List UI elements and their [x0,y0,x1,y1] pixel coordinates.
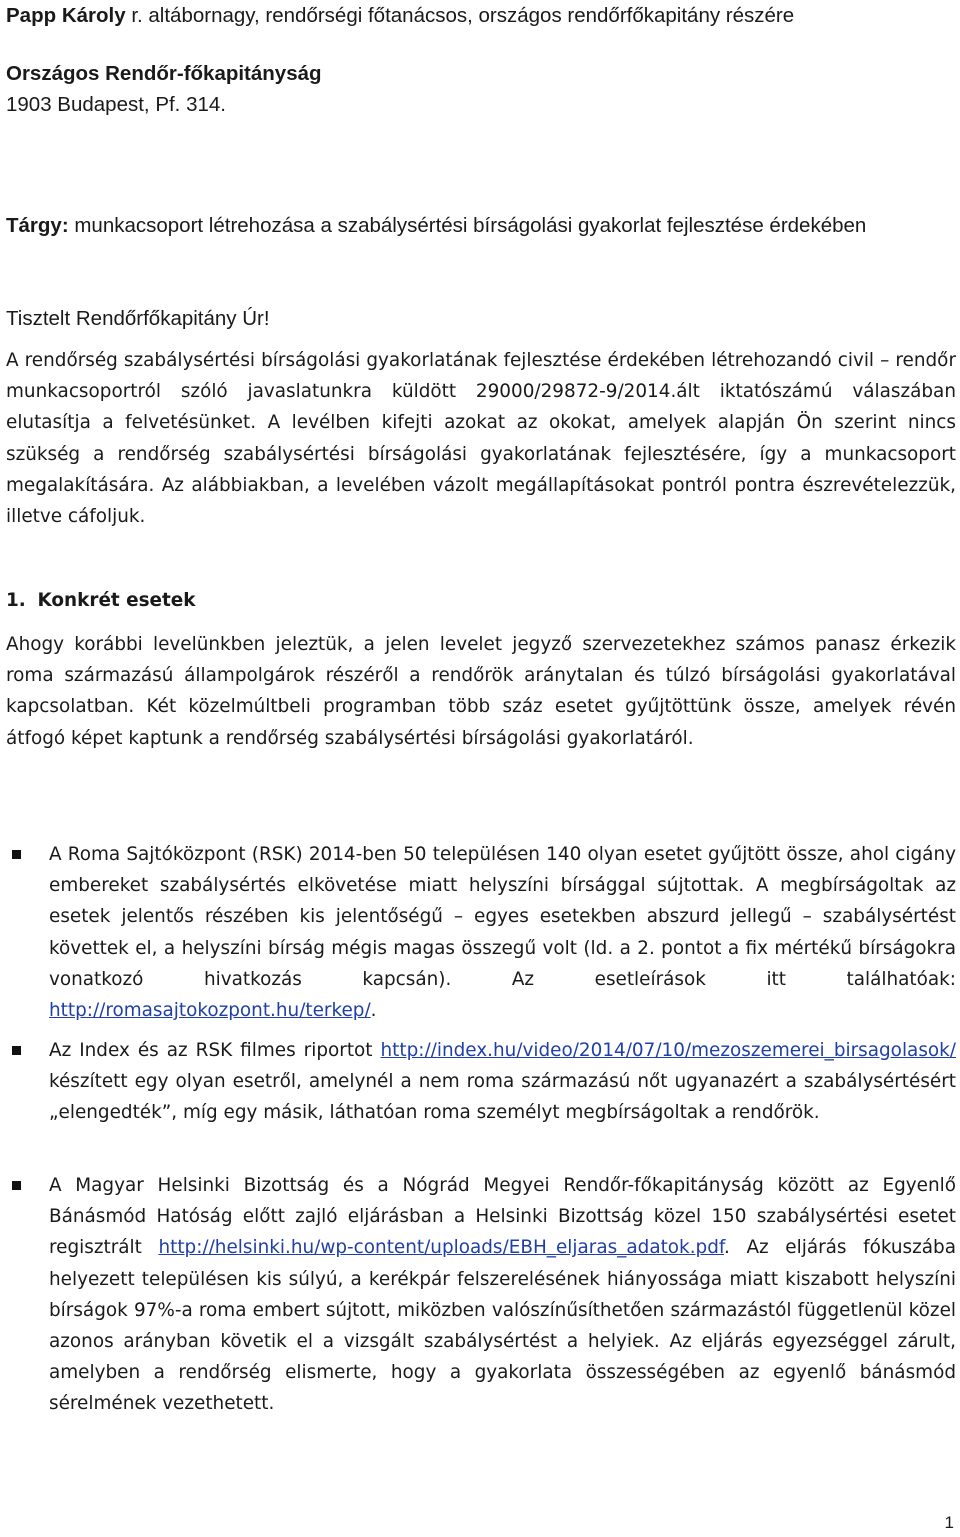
addressee-address: 1903 Budapest, Pf. 314. [6,93,226,116]
helsinki-pdf-link[interactable]: http://helsinki.hu/wp-content/uploads/EBH_eljaras_adatok.pdf [158,1237,725,1259]
addressee-line [6,0,956,31]
page-number: 1 [944,1513,954,1532]
index-video-link[interactable]: http://index.hu/video/2014/07/10/mezoszemerei_birsagolasok/ [380,1040,956,1061]
bullet-square-icon [12,1046,21,1055]
list-item-text: A Roma Sajtóközpont (RSK) 2014-ben 50 településen 140 olyan esetet gyűjtött össze, ahol cigány embereket szabálysértés elkövetése miatt helyszíni bírsággal sújtottak. A megbírságoltak az esetek jelentős részében kis jelentőségű – egyes esetekben abszurd jellegű – szabálysértést követtek el, a helyszíni bírság mégis magas összegű volt (ld. a 2. pontot a fix mértékű bírságokra vonatkozó hivatkozás kapcsán). Az esetleírások itt találhatóak: http://romasajtokozpont.hu/terkep/. [49,844,956,1022]
list-item-text: A Magyar Helsinki Bizottság és a Nógrád Megyei Rendőr-főkapitányság között az Egyenlő Bánásmód Hatóság előtt zajló eljárásban a Helsinki Bizottság közel 150 szabálysértési esetet regisztrált http://helsinki.hu/wp-content/uploads/EBH_eljaras_adatok.pdf. Az eljárás fókuszába helyezett településen kis súlyú, a kerékpár felszerelésének hiányossága miatt kiszabott helyszíni bírságok 97%-a roma embert sújtott, miközben valószínűsíthetően származástól függetlenül közel azonos arányban követik el a vizsgált szabálysértést a helyiek. Az eljárás egyezséggel zárult, amelyben a rendőrség elismerte, hogy a gyakorlata összességében az egyenlő bánásmód sérelmének vezethetett. [49,1175,957,1415]
bullet-square-icon [12,850,21,859]
list-item-text: Az Index és az RSK filmes riportot http://index.hu/video/2014/07/10/mezoszemerei_birsagolasok/ készített egy olyan esetről, amelynél a nem roma származású nőt ugyanazért a szabálysértésért „elengedték”, míg egy másik, láthatóan roma személyt megbírságoltak a rendőrök. [49,1040,956,1124]
list-item [6,839,956,1026]
list-item [6,1035,956,1129]
section-title: Konkrét esetek [37,590,196,611]
section-paragraph: Ahogy korábbi levelünkben jeleztük, a jelen levelet jegyző szervezetekhez számos panasz érkezik roma származású állampolgárok részéről a rendőrök aránytalan és túlzó bírságolási gyakorlatával kapcsolatban. Két közelmúltbeli programban több száz esetet gyűjtöttünk össze, amelyek révén átfogó képet kaptunk a rendőrség szabálysértési bírságolási gyakorlatáról. [6,634,956,749]
bullet-square-icon [12,1181,21,1190]
intro-paragraph: A rendőrség szabálysértési bírságolási gyakorlatának fejlesztése érdekében létrehozandó civil – rendőr munkacsoportról szóló javaslatunkra küldött 29000/29872-9/2014.ált iktatószámú válaszában elutasítja a felvetésünket. A levélben kifejti azokat az okokat, amelyek alapján Ön szerint nincs szükség a rendőrség szabálysértési bírságolási gyakorlatának fejlesztésére, így a munkacsoport megalakítására. Az alábbiakban, a levelében vázolt megállapításokat pontról pontra észrevételezzük, illetve cáfoljuk. [6,350,956,528]
rsk-map-link[interactable]: http://romasajtokozpont.hu/terkep/ [49,1000,371,1022]
addressee-name: Papp Károly [6,4,126,27]
section-heading [6,585,956,616]
list-item [6,1170,956,1420]
addressee-title: r. altábornagy, rendőrségi főtanácsos, országos rendőrfőkapitány részére [125,4,795,27]
subject-label: Tárgy: [6,214,69,237]
subject-text: munkacsoport létrehozása a szabálysértési bírságolási gyakorlat fejlesztése érdekében [68,214,867,237]
section-number: 1. [6,590,26,611]
addressee-org: Országos Rendőr-főkapitányság [6,62,322,85]
subject-line [6,210,956,241]
salutation: Tisztelt Rendőrfőkapitány Úr! [6,307,270,330]
